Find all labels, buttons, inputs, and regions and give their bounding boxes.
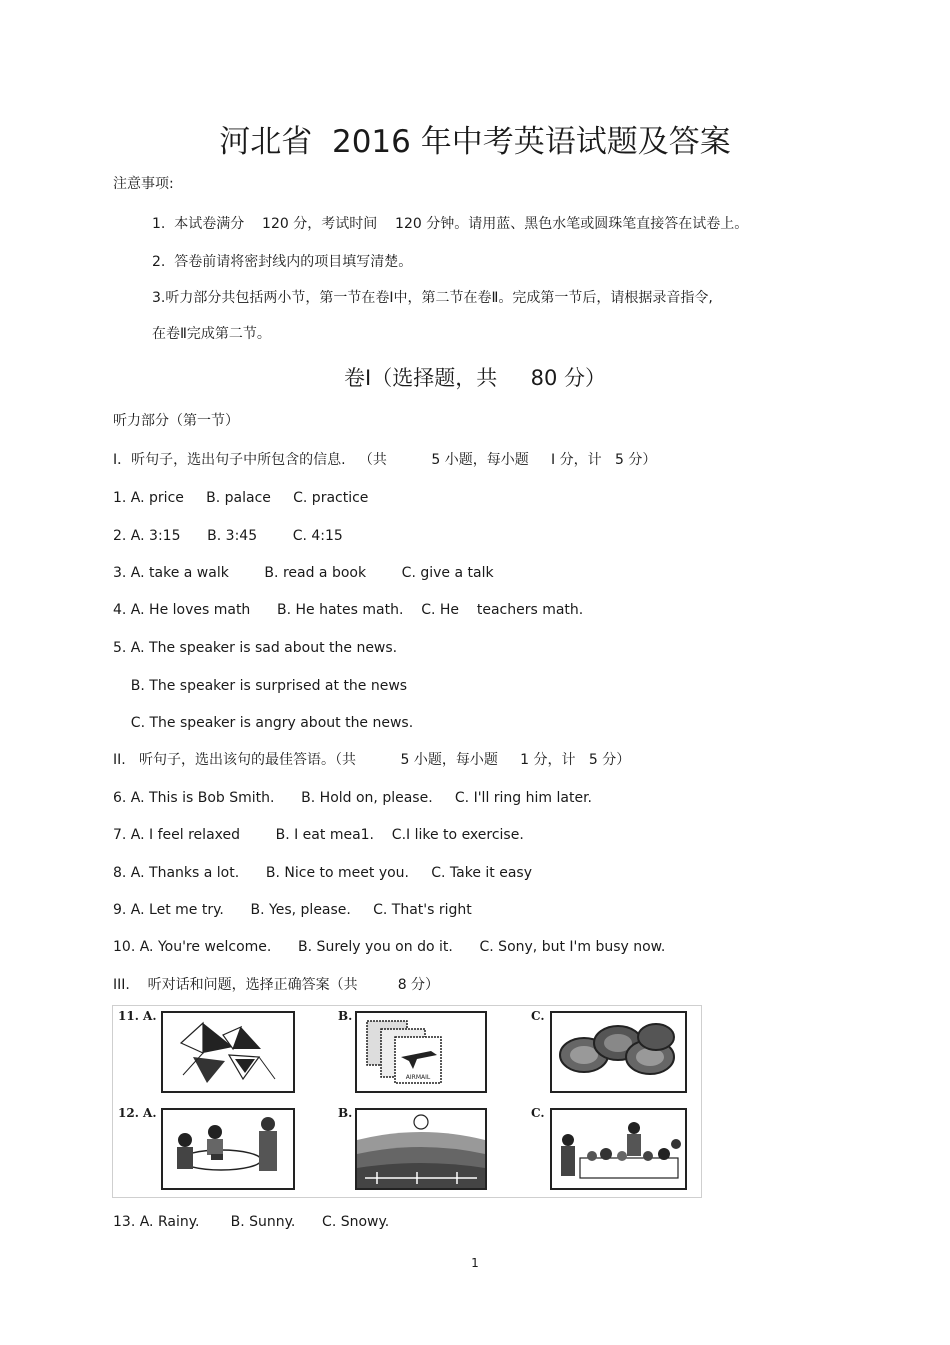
airmail-text: AIRMAIL	[405, 1074, 431, 1081]
question-line: B. The speaker is surprised at the news	[113, 678, 408, 694]
notice-item: 1. 本试卷满分 120 分，考试时间 120 分钟。请用蓝、黑色水笔或圆珠笔直接答在试卷上。	[152, 216, 749, 232]
picture-label: 12. A.	[118, 1106, 157, 1120]
notice-item: 3.听力部分共包括两小节，第一节在卷Ⅰ中，第二节在卷Ⅱ。完成第一节后，请根据录音指令,	[152, 290, 713, 306]
question-line: 4. A. He loves math B. He hates math. C. He teachers math.	[113, 602, 584, 618]
question-line: 8. A. Thanks a lot. B. Nice to meet you. C. Take it easy	[113, 865, 533, 881]
picture-label: C.	[531, 1106, 545, 1120]
picture-label: 11. A.	[118, 1009, 157, 1023]
page-number: 1	[471, 1256, 479, 1270]
question-line: 3. A. take a walk B. read a book C. give a talk	[113, 565, 494, 581]
question-line: 9. A. Let me try. B. Yes, please. C. That's right	[113, 902, 472, 918]
paper-title: 卷Ⅰ（选择题，共 80 分）	[344, 366, 606, 390]
picture-options	[112, 1005, 702, 1198]
page-title: 河北省 2016 年中考英语试题及答案	[219, 124, 731, 160]
picture-label: B.	[338, 1106, 353, 1120]
part-heading: III. 听对话和问题，选择正确答案（共 8 分）	[113, 977, 440, 993]
dinner-picture	[161, 1108, 295, 1190]
notice-item: 在卷Ⅱ完成第二节。	[152, 326, 271, 342]
question-line: 13. A. Rainy. B. Sunny. C. Snowy.	[113, 1214, 390, 1230]
stamps-picture	[355, 1011, 487, 1093]
question-line: 10. A. You're welcome. B. Surely you on do it. C. Sony, but I'm busy now.	[113, 939, 666, 955]
notice-item: 2. 答卷前请将密封线内的项目填写清楚。	[152, 254, 413, 270]
question-line: 5. A. The speaker is sad about the news.	[113, 640, 398, 656]
part-heading: I．听句子，选出句子中所包含的信息. （共 5 小题，每小题 I 分，计 5 分）	[113, 452, 657, 468]
section-label: 听力部分（第一节）	[113, 413, 239, 429]
question-line: C. The speaker is angry about the news.	[113, 715, 414, 731]
picture-label: B.	[338, 1009, 353, 1023]
coins-picture	[550, 1011, 687, 1093]
question-line: 1. A. price B. palace C. practice	[113, 490, 369, 506]
question-line: 7. A. I feel relaxed B. I eat mea1. C.I like to exercise.	[113, 827, 524, 843]
question-line: 2. A. 3:15 B. 3:45 C. 4:15	[113, 528, 343, 544]
notice-heading: 注意事项:	[113, 176, 174, 192]
question-line: 6. A. This is Bob Smith. B. Hold on, please. C. I'll ring him later.	[113, 790, 592, 806]
kite-picture	[161, 1011, 295, 1093]
garden-picture	[355, 1108, 487, 1190]
picture-label: C.	[531, 1009, 545, 1023]
part-heading: II. 听句子，选出该句的最佳答语。（共 5 小题，每小题 1 分，计 5 分）	[113, 752, 631, 768]
market-picture	[550, 1108, 687, 1190]
